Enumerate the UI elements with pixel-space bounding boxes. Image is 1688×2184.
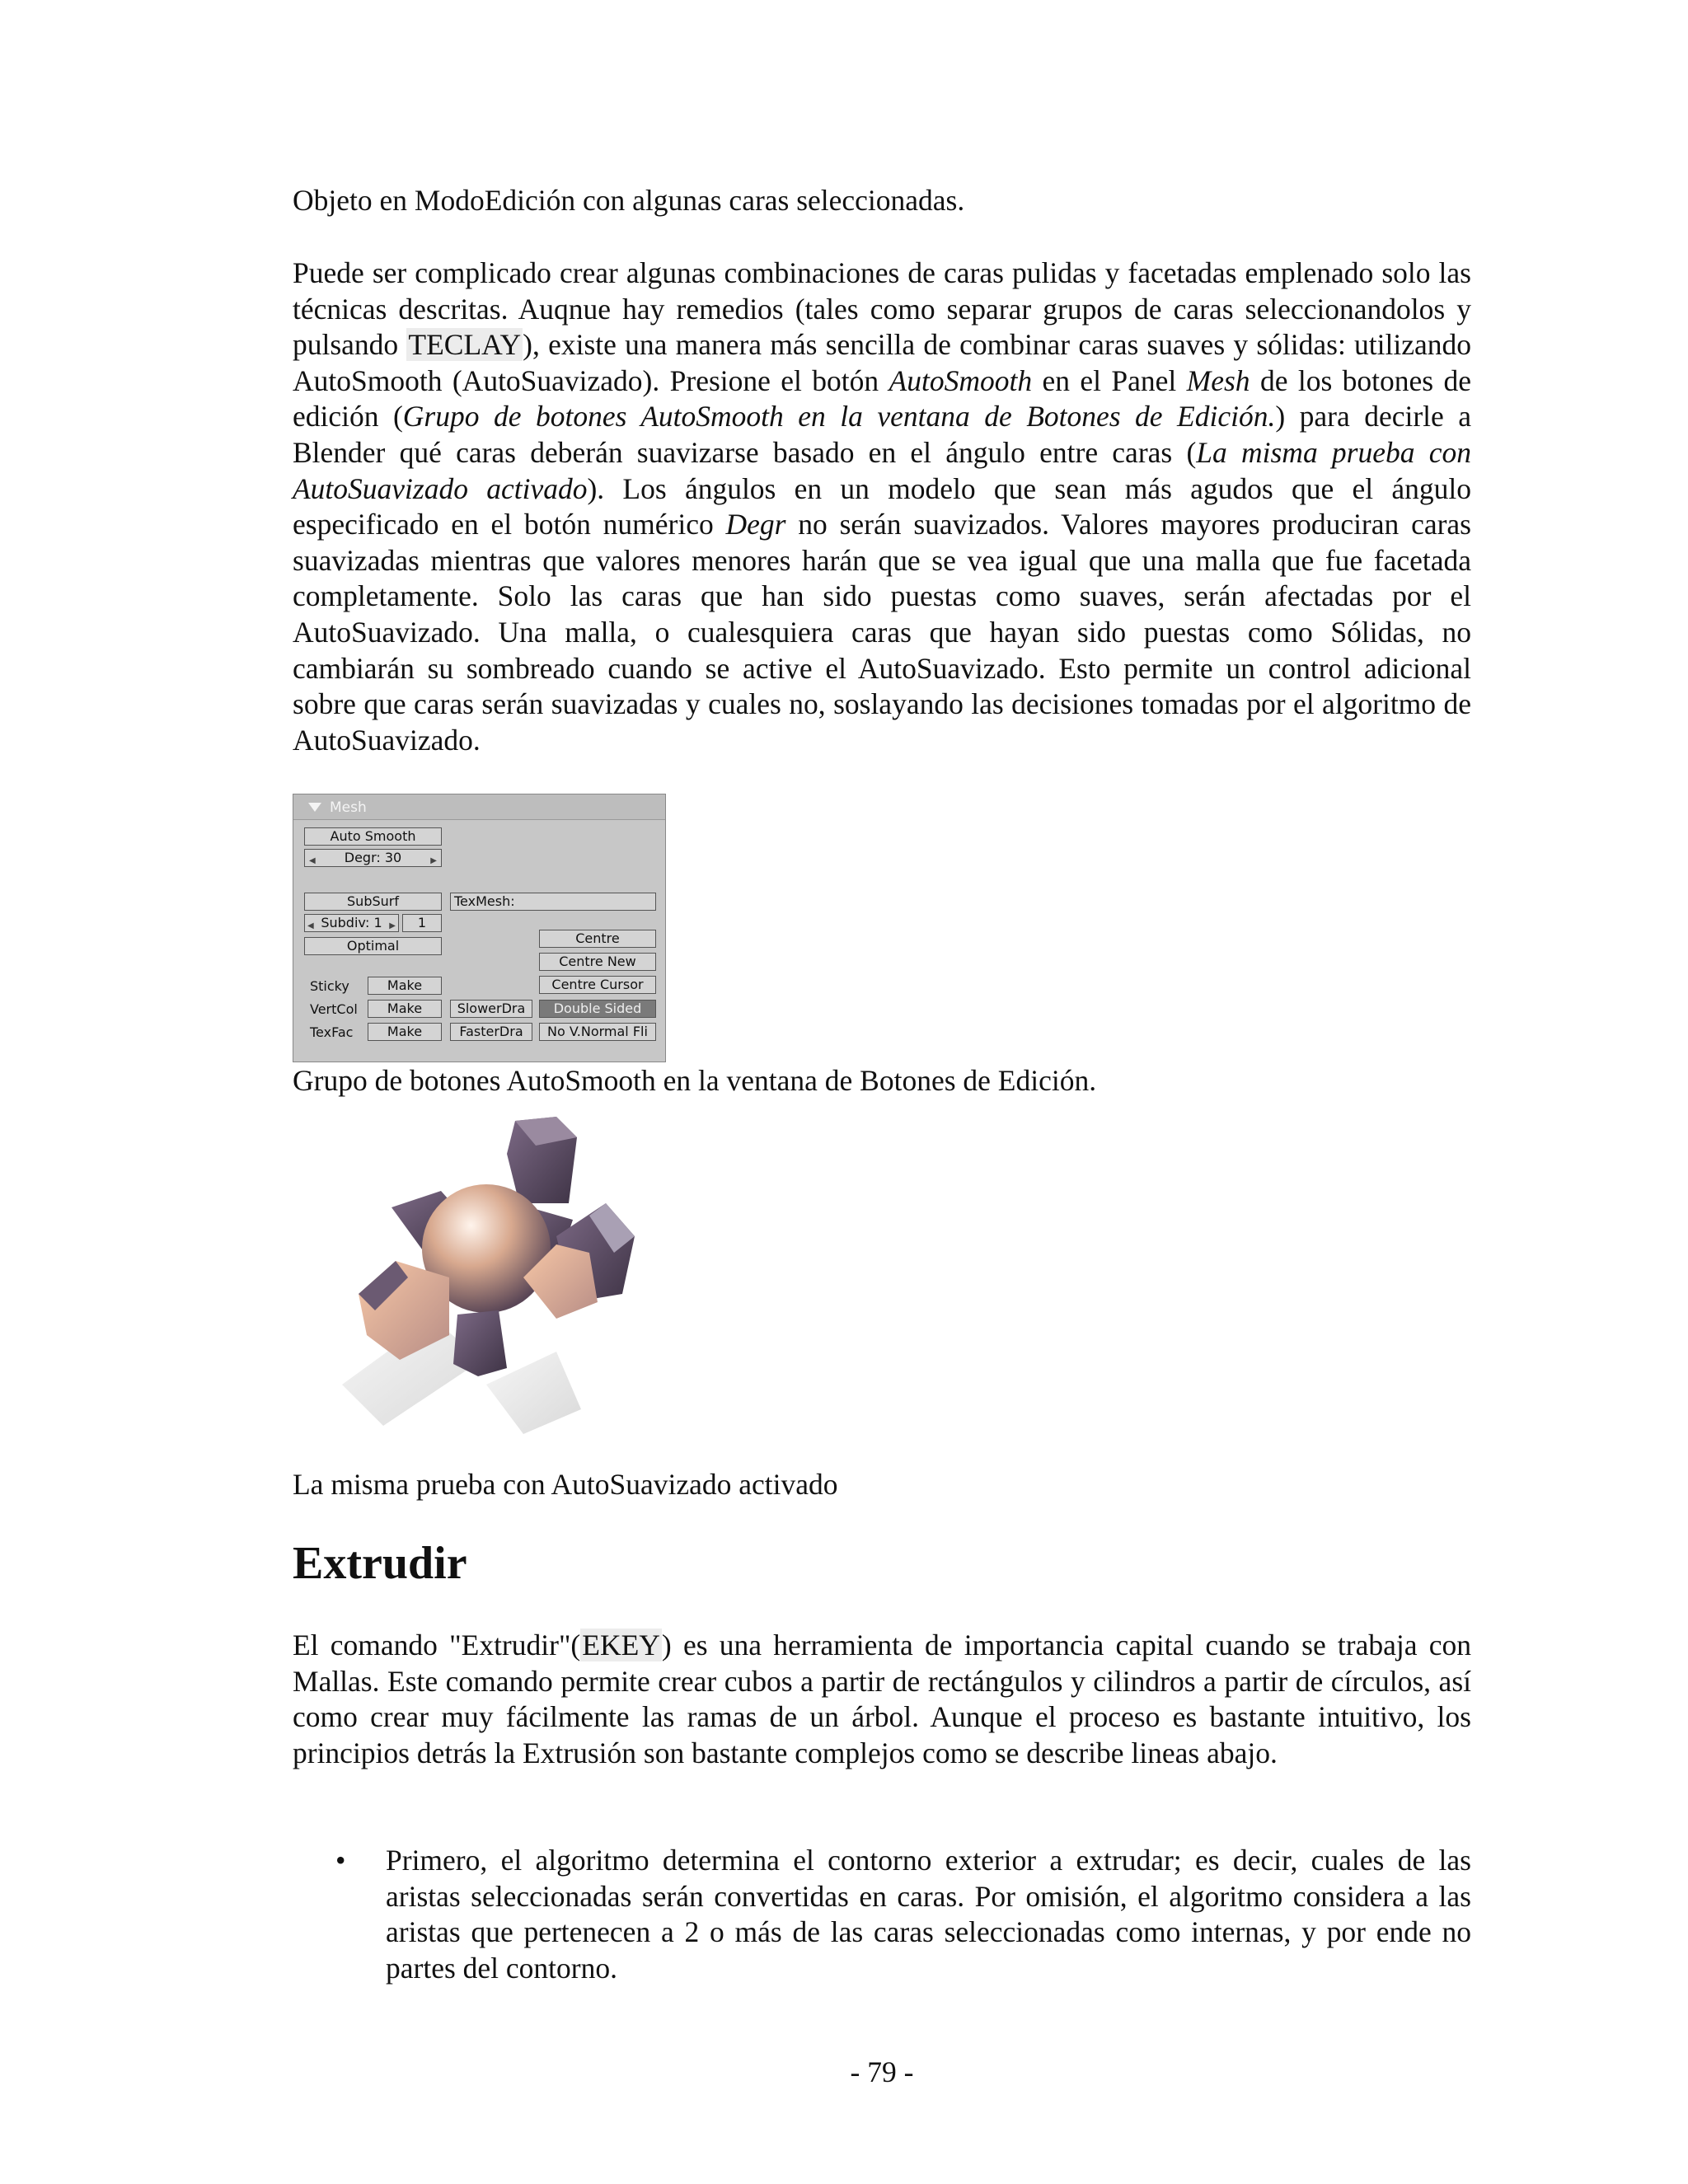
sticky-make-button[interactable]: Make <box>368 977 442 995</box>
text-run: ) para decirle a Blender qué caras deberán suavizarse basado en el ángulo entre caras ( <box>293 400 1471 469</box>
double-sided-button[interactable]: Double Sided <box>539 1000 656 1018</box>
vertcol-make-button[interactable]: Make <box>368 1000 442 1018</box>
subsurf-button[interactable]: SubSurf <box>304 893 442 911</box>
intro-line: Objeto en ModoEdición con algunas caras seleccionadas. <box>293 184 965 217</box>
text-run: de los botones de edición ( <box>293 363 1471 434</box>
italic-mesh: Mesh <box>1186 363 1250 397</box>
bullet-list <box>293 1843 1471 1986</box>
optimal-button[interactable]: Optimal <box>304 937 442 955</box>
panel-title: Mesh <box>330 799 367 816</box>
slower-draw-button[interactable]: SlowerDra <box>450 1000 532 1018</box>
vertcol-label: VertCol <box>310 1001 358 1017</box>
italic-figure-ref-1: Grupo de botones AutoSmooth en la ventana de Botones de Edición. <box>402 400 1276 434</box>
autosmooth-paragraph <box>293 255 1471 758</box>
page-number: - 79 - <box>850 2055 914 2088</box>
texfac-make-button[interactable]: Make <box>368 1023 442 1041</box>
subdiv-render-value: 1 <box>417 915 427 930</box>
text-run: ), existe una manera más sencilla de combinar caras suaves y sólidas: utilizando AutoSmooth (AutoSuavizado). Presione el botón <box>293 328 1471 397</box>
section-heading: Extrudir <box>293 1538 467 1589</box>
centre-cursor-button[interactable]: Centre Cursor <box>539 976 656 994</box>
decrement-arrow-icon[interactable]: ◀ <box>307 921 314 930</box>
italic-autosmooth: AutoSmooth <box>889 363 1033 397</box>
bullet-marker: • <box>335 1844 346 1877</box>
italic-figure-ref-2: La misma prueba con AutoSuavizado activado <box>293 435 1471 505</box>
text-run: ) es una herramienta de importancia capital cuando se trabaja con Mallas. Este comando permite crear cubos a partir de rectángulos y cilindros a partir de círculos, así como crear muy fácilmente las ramas de un árbol. Aunque el proceso es bastante intuitivo, los principios detrás la Extrusión son bastante complejos como se describe lineas abajo. <box>293 1629 1471 1769</box>
subdiv-value: Subdiv: 1 <box>321 915 382 930</box>
key-ekey: EKEY <box>582 1629 660 1661</box>
text-run: ). Los ángulos en un modelo que sean más agudos que el ángulo especificado en el botón numérico <box>293 471 1471 541</box>
figure-caption-1: Grupo de botones AutoSmooth en la ventana de Botones de Edición. <box>293 1064 1097 1097</box>
text-run: no serán suavizados. Valores mayores produciran caras suavizadas mientras que valores menores harán que se vea igual que una malla que fue facetada completamente. Solo las caras que han sido puestas como suaves, serán afectadas por el AutoSuavizado. Una malla, o cualesquiera caras que hayan sido puestas como Sólidas, no cambiarán su sombreado cuando se active el AutoSuavizado. Esto permite un control adicional sobre que caras serán suavizadas y cuales no, soslayando las decisiones tomadas por el algoritmo de AutoSuavizado. <box>293 508 1471 757</box>
centre-button[interactable]: Centre <box>539 930 656 948</box>
list-item: Primero, el algoritmo determina el contorno exterior a extrudar; es decir, cuales de las aristas seleccionadas serán convertidas en caras. Por omisión, el algoritmo considera a las aristas que pertenecen a 2 o más de las caras seleccionadas como internas, y por ende no partes del contorno. <box>386 1844 1471 1985</box>
key-teclay: TECLAY <box>408 328 522 362</box>
centre-new-button[interactable]: Centre New <box>539 953 656 971</box>
collapse-triangle-icon[interactable] <box>308 803 321 812</box>
extrude-paragraph <box>293 1628 1471 1771</box>
increment-arrow-icon[interactable]: ▶ <box>430 856 437 865</box>
figure-caption-2: La misma prueba con AutoSuavizado activado <box>293 1468 838 1501</box>
texfac-label: TexFac <box>310 1024 354 1040</box>
mesh-panel-screenshot <box>293 794 666 1062</box>
faster-draw-button[interactable]: FasterDra <box>450 1023 532 1041</box>
text-run: El comando "Extrudir"( <box>293 1629 581 1661</box>
auto-smooth-button[interactable]: Auto Smooth <box>304 827 442 846</box>
no-vnormal-flip-button[interactable]: No V.Normal Fli <box>539 1023 656 1041</box>
autosmooth-render-image <box>309 1113 754 1459</box>
text-run: Puede ser complicado crear algunas combinaciones de caras pulidas y facetadas emplenado solo las técnicas descritas. Auqnue hay remedios (tales como separar grupos de caras seleccionandolos y pulsando <box>293 256 1471 362</box>
increment-arrow-icon[interactable]: ▶ <box>389 921 396 930</box>
subdiv-number-field[interactable] <box>304 914 399 932</box>
italic-degr: Degr <box>725 508 786 541</box>
degr-value: Degr: 30 <box>344 850 402 865</box>
text-run: en el Panel <box>1032 363 1187 397</box>
subdiv-render-field[interactable] <box>402 914 442 932</box>
decrement-arrow-icon[interactable]: ◀ <box>309 856 316 865</box>
panel-body <box>293 820 665 1062</box>
degr-number-field[interactable] <box>304 849 442 867</box>
sticky-label: Sticky <box>310 978 349 994</box>
mesh-render-illustration <box>309 1113 754 1459</box>
panel-header <box>293 794 665 820</box>
texmesh-field[interactable]: TexMesh: <box>450 893 656 911</box>
